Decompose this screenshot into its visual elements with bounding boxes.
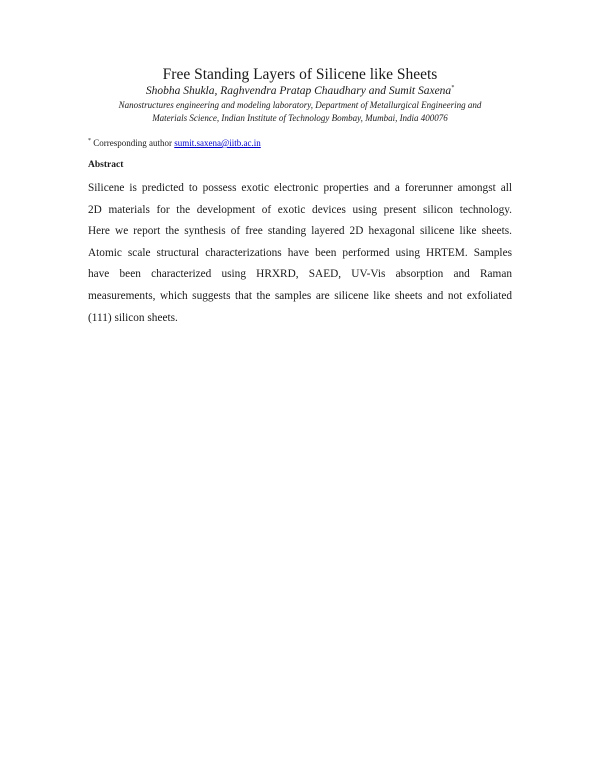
abstract-line: Silicene is predicted to possess exotic electronic properties and a forerunner amongst all	[88, 182, 512, 194]
abstract-line: 2D materials for the development of exotic devices using present silicon technology.	[88, 203, 512, 216]
abstract-body	[88, 178, 512, 329]
footnote-mark: *	[88, 138, 91, 144]
abstract-line: Atomic scale structural characterizations have been performed using HRTEM. Samples	[88, 246, 512, 259]
affiliation-line-2: Materials Science, Indian Institute of Technology Bombay, Mumbai, India 400076	[152, 113, 448, 123]
abstract-line: measurements, which suggests that the samples are silicene like sheets and not exfoliated	[88, 289, 512, 302]
corresponding-email-link[interactable]: sumit.saxena@iitb.ac.in	[174, 138, 261, 148]
author-list	[0, 84, 600, 98]
abstract-line: Here we report the synthesis of free standing layered 2D hexagonal silicene like sheets.	[88, 225, 512, 238]
author-names: Shobha Shukla, Raghvendra Pratap Chaudhary and Sumit Saxena	[145, 85, 452, 97]
corresponding-author-mark: *	[451, 85, 455, 92]
corresponding-author-note	[88, 137, 261, 149]
affiliation	[95, 99, 505, 125]
corresponding-author-label: Corresponding author	[91, 138, 175, 148]
abstract-heading: Abstract	[88, 160, 124, 170]
affiliation-line-1: Nanostructures engineering and modeling laboratory, Department of Metallurgical Engineering and	[118, 100, 482, 110]
abstract-line: (111) silicon sheets.	[88, 311, 178, 324]
abstract-line: have been characterized using HRXRD, SAED, UV-Vis absorption and Raman	[88, 268, 512, 281]
paper-title: Free Standing Layers of Silicene like Sheets	[162, 66, 438, 83]
